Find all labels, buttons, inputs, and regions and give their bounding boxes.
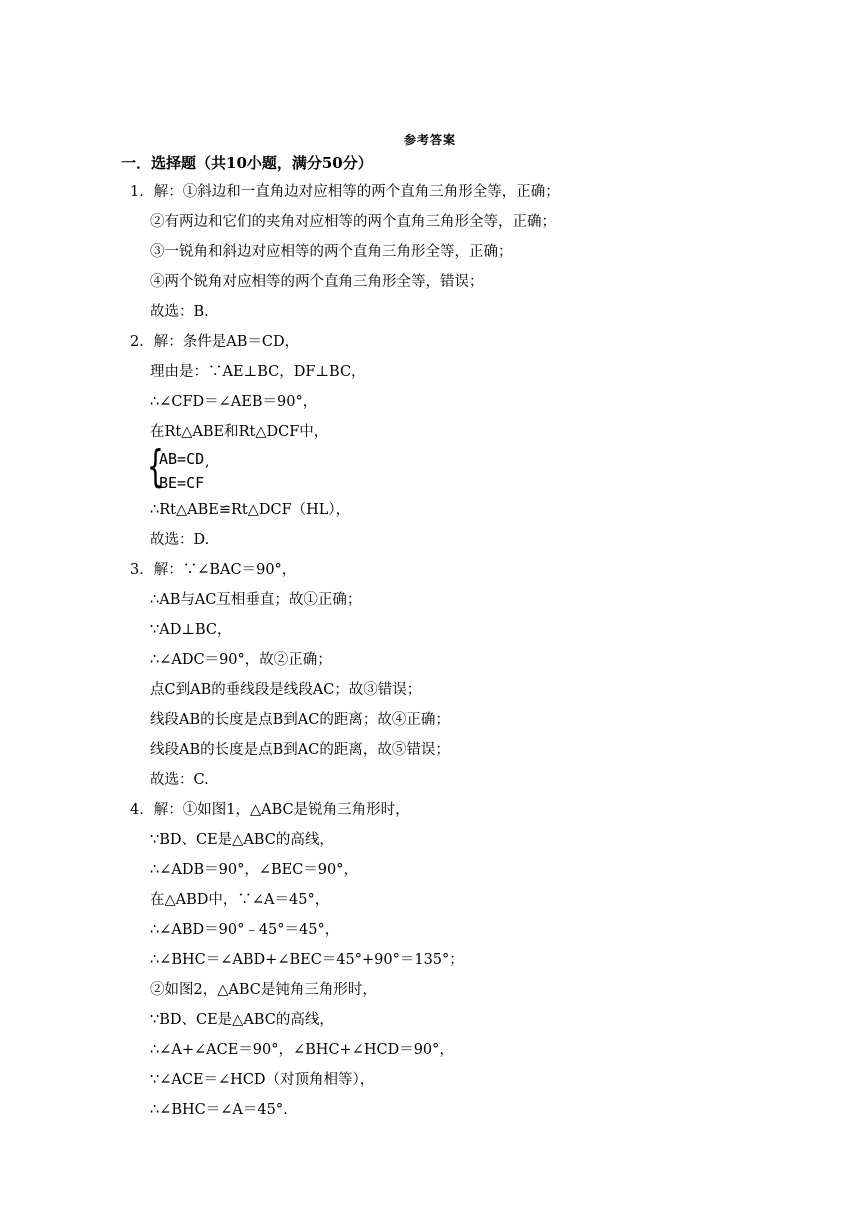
answer-line: ∴∠ADB＝90°，∠BEC＝90°， (150, 862, 359, 878)
answer-line: 1．解：①斜边和一直角边对应相等的两个直角三角形全等，正确； (130, 184, 560, 200)
answer-line: ③一锐角和斜边对应相等的两个直角三角形全等，正确； (150, 244, 513, 260)
answer-line: ∴∠ABD＝90°﹣45°＝45°， (150, 922, 340, 938)
answer-line: ∴∠BHC＝∠A＝45°. (150, 1102, 288, 1118)
left-brace: { (147, 441, 164, 492)
answer-line: 3．解：∵∠BAC＝90°， (130, 562, 297, 578)
answer-line: 4．解：①如图1，△ABC是锐角三角形时， (130, 802, 410, 818)
answer-line: ∴AB与AC互相垂直；故①正确； (150, 592, 362, 608)
answer-line: ∵∠ACE＝∠HCD（对顶角相等）， (150, 1072, 375, 1088)
answer-line: ∴∠A+∠ACE＝90°，∠BHC+∠HCD＝90°， (150, 1042, 454, 1058)
equation-1: AB=CD (159, 450, 205, 468)
answer-line: ∴Rt△ABE≌Rt△DCF（HL）， (150, 502, 351, 518)
answer-line: 点C到AB的垂线段是线段AC；故③错误； (150, 682, 422, 698)
answer-line: ②如图2，△ABC是钝角三角形时， (150, 982, 377, 998)
answer-line: 故选：B. (150, 304, 209, 320)
equation-comma: , (205, 454, 210, 470)
answer-line: 线段AB的长度是点B到AC的距离，故⑤错误； (150, 742, 450, 758)
answer-line: 在Rt△ABE和Rt△DCF中， (150, 424, 329, 440)
answer-line: ∴∠ADC＝90°，故②正确； (150, 652, 332, 668)
answer-line: ∵AD⊥BC， (150, 622, 232, 638)
answer-line: ∵BD、CE是△ABC的高线， (150, 1012, 334, 1028)
answer-line: 理由是：∵AE⊥BC，DF⊥BC， (150, 364, 366, 380)
answer-line: ∵BD、CE是△ABC的高线， (150, 832, 334, 848)
answer-line: ∴∠CFD＝∠AEB＝90°， (150, 394, 318, 410)
equation-2: BE=CF (159, 474, 205, 492)
answer-line: ④两个锐角对应相等的两个直角三角形全等，错误； (150, 274, 484, 290)
answer-line: 2．解：条件是AB＝CD， (130, 334, 300, 350)
answer-line: 故选：C. (150, 772, 209, 788)
page-title: 参考答案 (403, 133, 456, 147)
answer-line: 在△ABD中，∵∠A＝45°， (150, 892, 330, 908)
answer-line: 故选：D. (150, 532, 210, 548)
answer-line: ②有两边和它们的夹角对应相等的两个直角三角形全等，正确； (150, 214, 556, 230)
answer-line: ∴∠BHC＝∠ABD+∠BEC＝45°+90°＝135°； (150, 952, 464, 968)
answer-line: 线段AB的长度是点B到AC的距离；故④正确； (150, 712, 450, 728)
section-heading: 一．选择题（共10小题，满分50分） (121, 154, 373, 172)
